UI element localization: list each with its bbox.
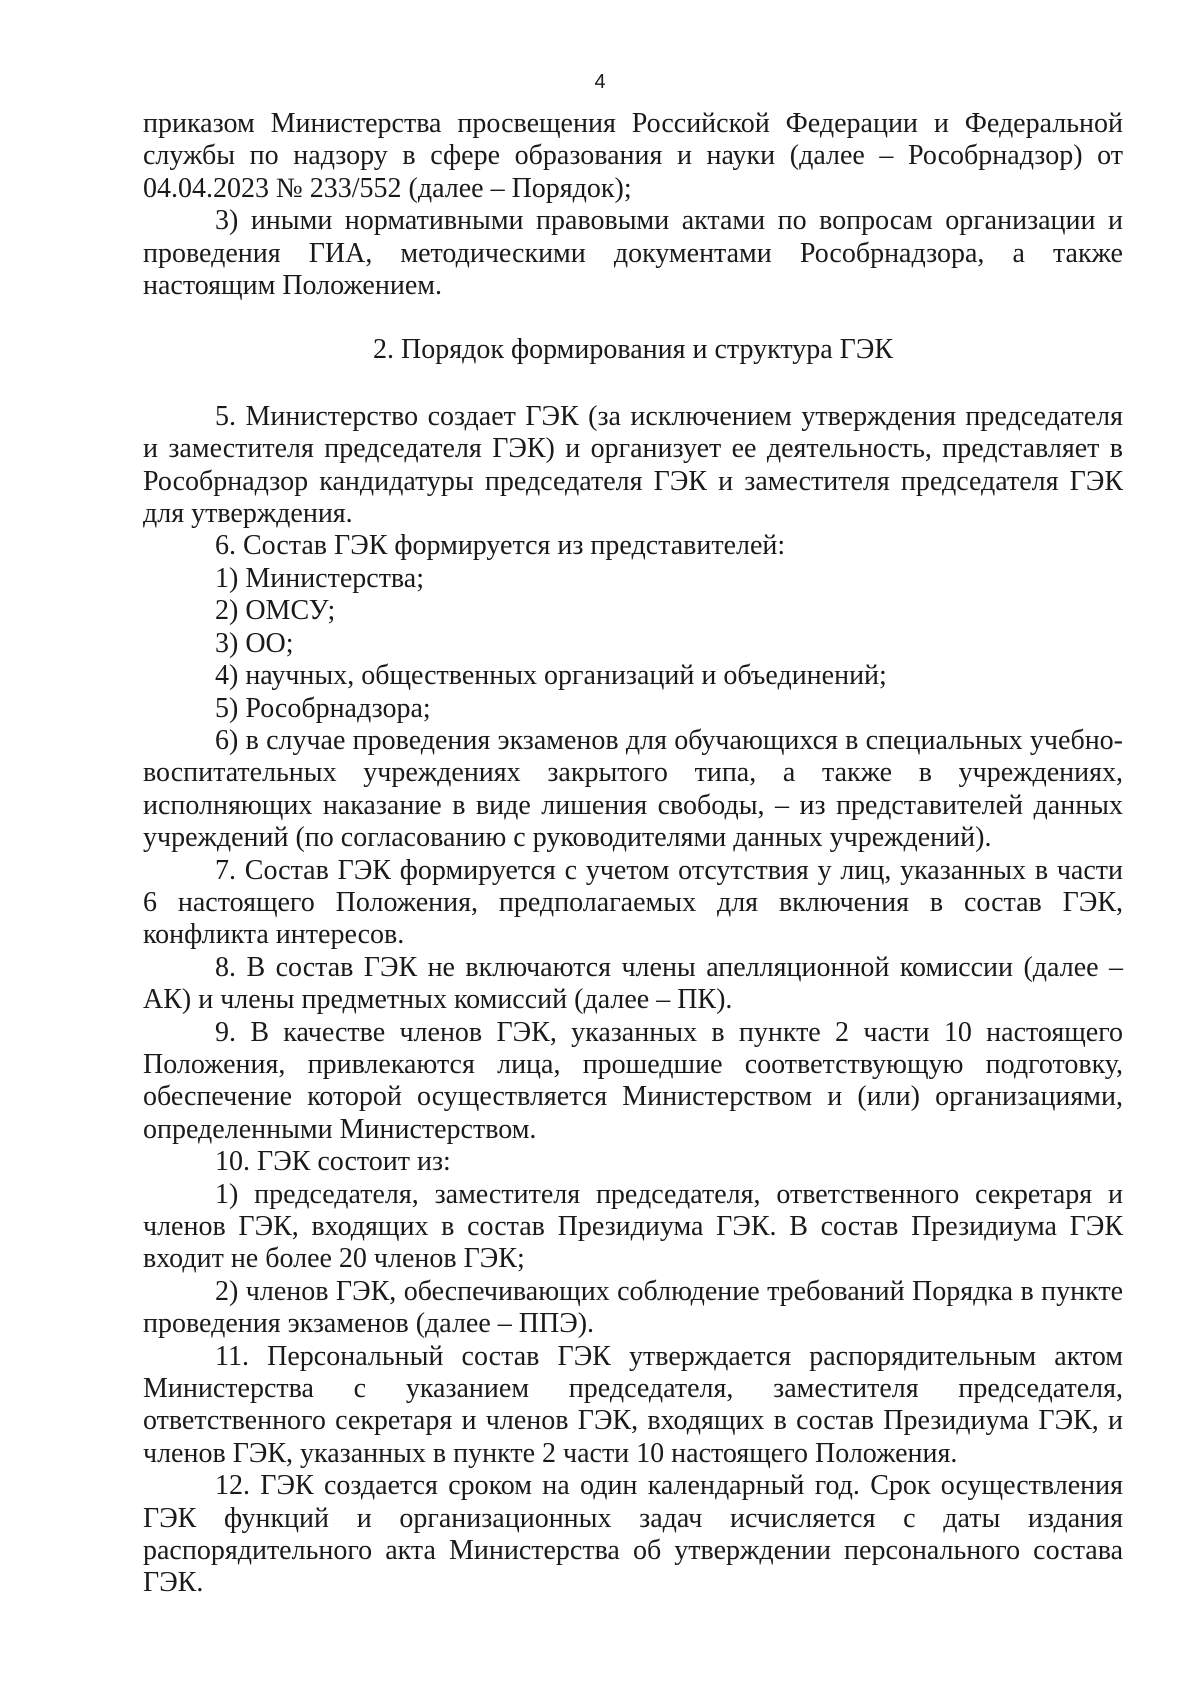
- document-body: [143, 108, 1123, 1600]
- paragraph-11: 11. Персональный состав ГЭК утверждается распорядительным актом Министерства с указанием председателя, заместителя председателя, ответственного секретаря и членов ГЭК, входящих в состав Президиума ГЭК, и членов ГЭК, указанных в пункте 2 части 10 настоящего Положения.: [143, 1340, 1123, 1469]
- paragraph-9: 9. В качестве членов ГЭК, указанных в пункте 2 части 10 настоящего Положения, привлекаются лица, прошедшие соответствующую подготовку, обеспечение которой осуществляется Министерством и (или) организациями, определенными Министерством.: [143, 1016, 1123, 1145]
- paragraph-6-item-4: 4) научных, общественных организаций и объединений;: [215, 660, 887, 692]
- paragraph-5: 5. Министерство создает ГЭК (за исключением утверждения председателя и заместителя председателя ГЭК) и организует ее деятельность, представляет в Рособрнадзор кандидатуры председателя ГЭК и заместителя председателя ГЭК для утверждения.: [143, 400, 1123, 530]
- paragraph-item-3-other-acts: 3) иными нормативными правовыми актами по вопросам организации и проведения ГИА, методическими документами Рособрнадзора, а также настоящим Положением.: [143, 205, 1123, 302]
- paragraph-6-item-2: 2) ОМСУ;: [215, 595, 336, 627]
- paragraph-10-item-1: 1) председателя, заместителя председателя, ответственного секретаря и членов ГЭК, входящих в состав Президиума ГЭК. В состав Президиума ГЭК входит не более 20 членов ГЭК;: [143, 1178, 1123, 1275]
- paragraph-6-item-6: 6) в случае проведения экзаменов для обучающихся в специальных учебно-воспитательных учреждениях закрытого типа, а также в учреждениях, исполняющих наказание в виде лишения свободы, – из представителей данных учреждений (по согласованию с руководителями данных учреждений).: [143, 724, 1123, 854]
- paragraph-order-continuation: приказом Министерства просвещения Российской Федерации и Федеральной службы по надзору в сфере образования и науки (далее – Рособрнадзор) от 04.04.2023 № 233/552 (далее – Порядок);: [143, 108, 1123, 204]
- paragraph-12: 12. ГЭК создается сроком на один календарный год. Срок осуществления ГЭК функций и организационных задач исчисляется с даты издания распорядительного акта Министерства об утверждении персонального состава ГЭК.: [143, 1470, 1123, 1599]
- paragraph-8: 8. В состав ГЭК не включаются члены апелляционной комиссии (далее – АК) и члены предметных комиссий (далее – ПК).: [143, 951, 1123, 1016]
- paragraph-6: 6. Состав ГЭК формируется из представителей:: [215, 530, 786, 562]
- paragraph-6-item-1: 1) Министерства;: [215, 562, 424, 594]
- paragraph-10-item-2: 2) членов ГЭК, обеспечивающих соблюдение требований Порядка в пункте проведения экзаменов (далее – ППЭ).: [143, 1275, 1123, 1340]
- paragraph-10: 10. ГЭК состоит из:: [215, 1146, 451, 1178]
- section-title: 2. Порядок формирования и структура ГЭК: [373, 334, 893, 366]
- paragraph-6-item-5: 5) Рособрнадзора;: [215, 692, 431, 724]
- paragraph-6-item-3: 3) ОО;: [215, 627, 294, 659]
- page-number: 4: [594, 71, 606, 93]
- paragraph-7: 7. Состав ГЭК формируется с учетом отсутствия у лиц, указанных в части 6 настоящего Положения, предполагаемых для включения в состав ГЭК, конфликта интересов.: [143, 854, 1123, 951]
